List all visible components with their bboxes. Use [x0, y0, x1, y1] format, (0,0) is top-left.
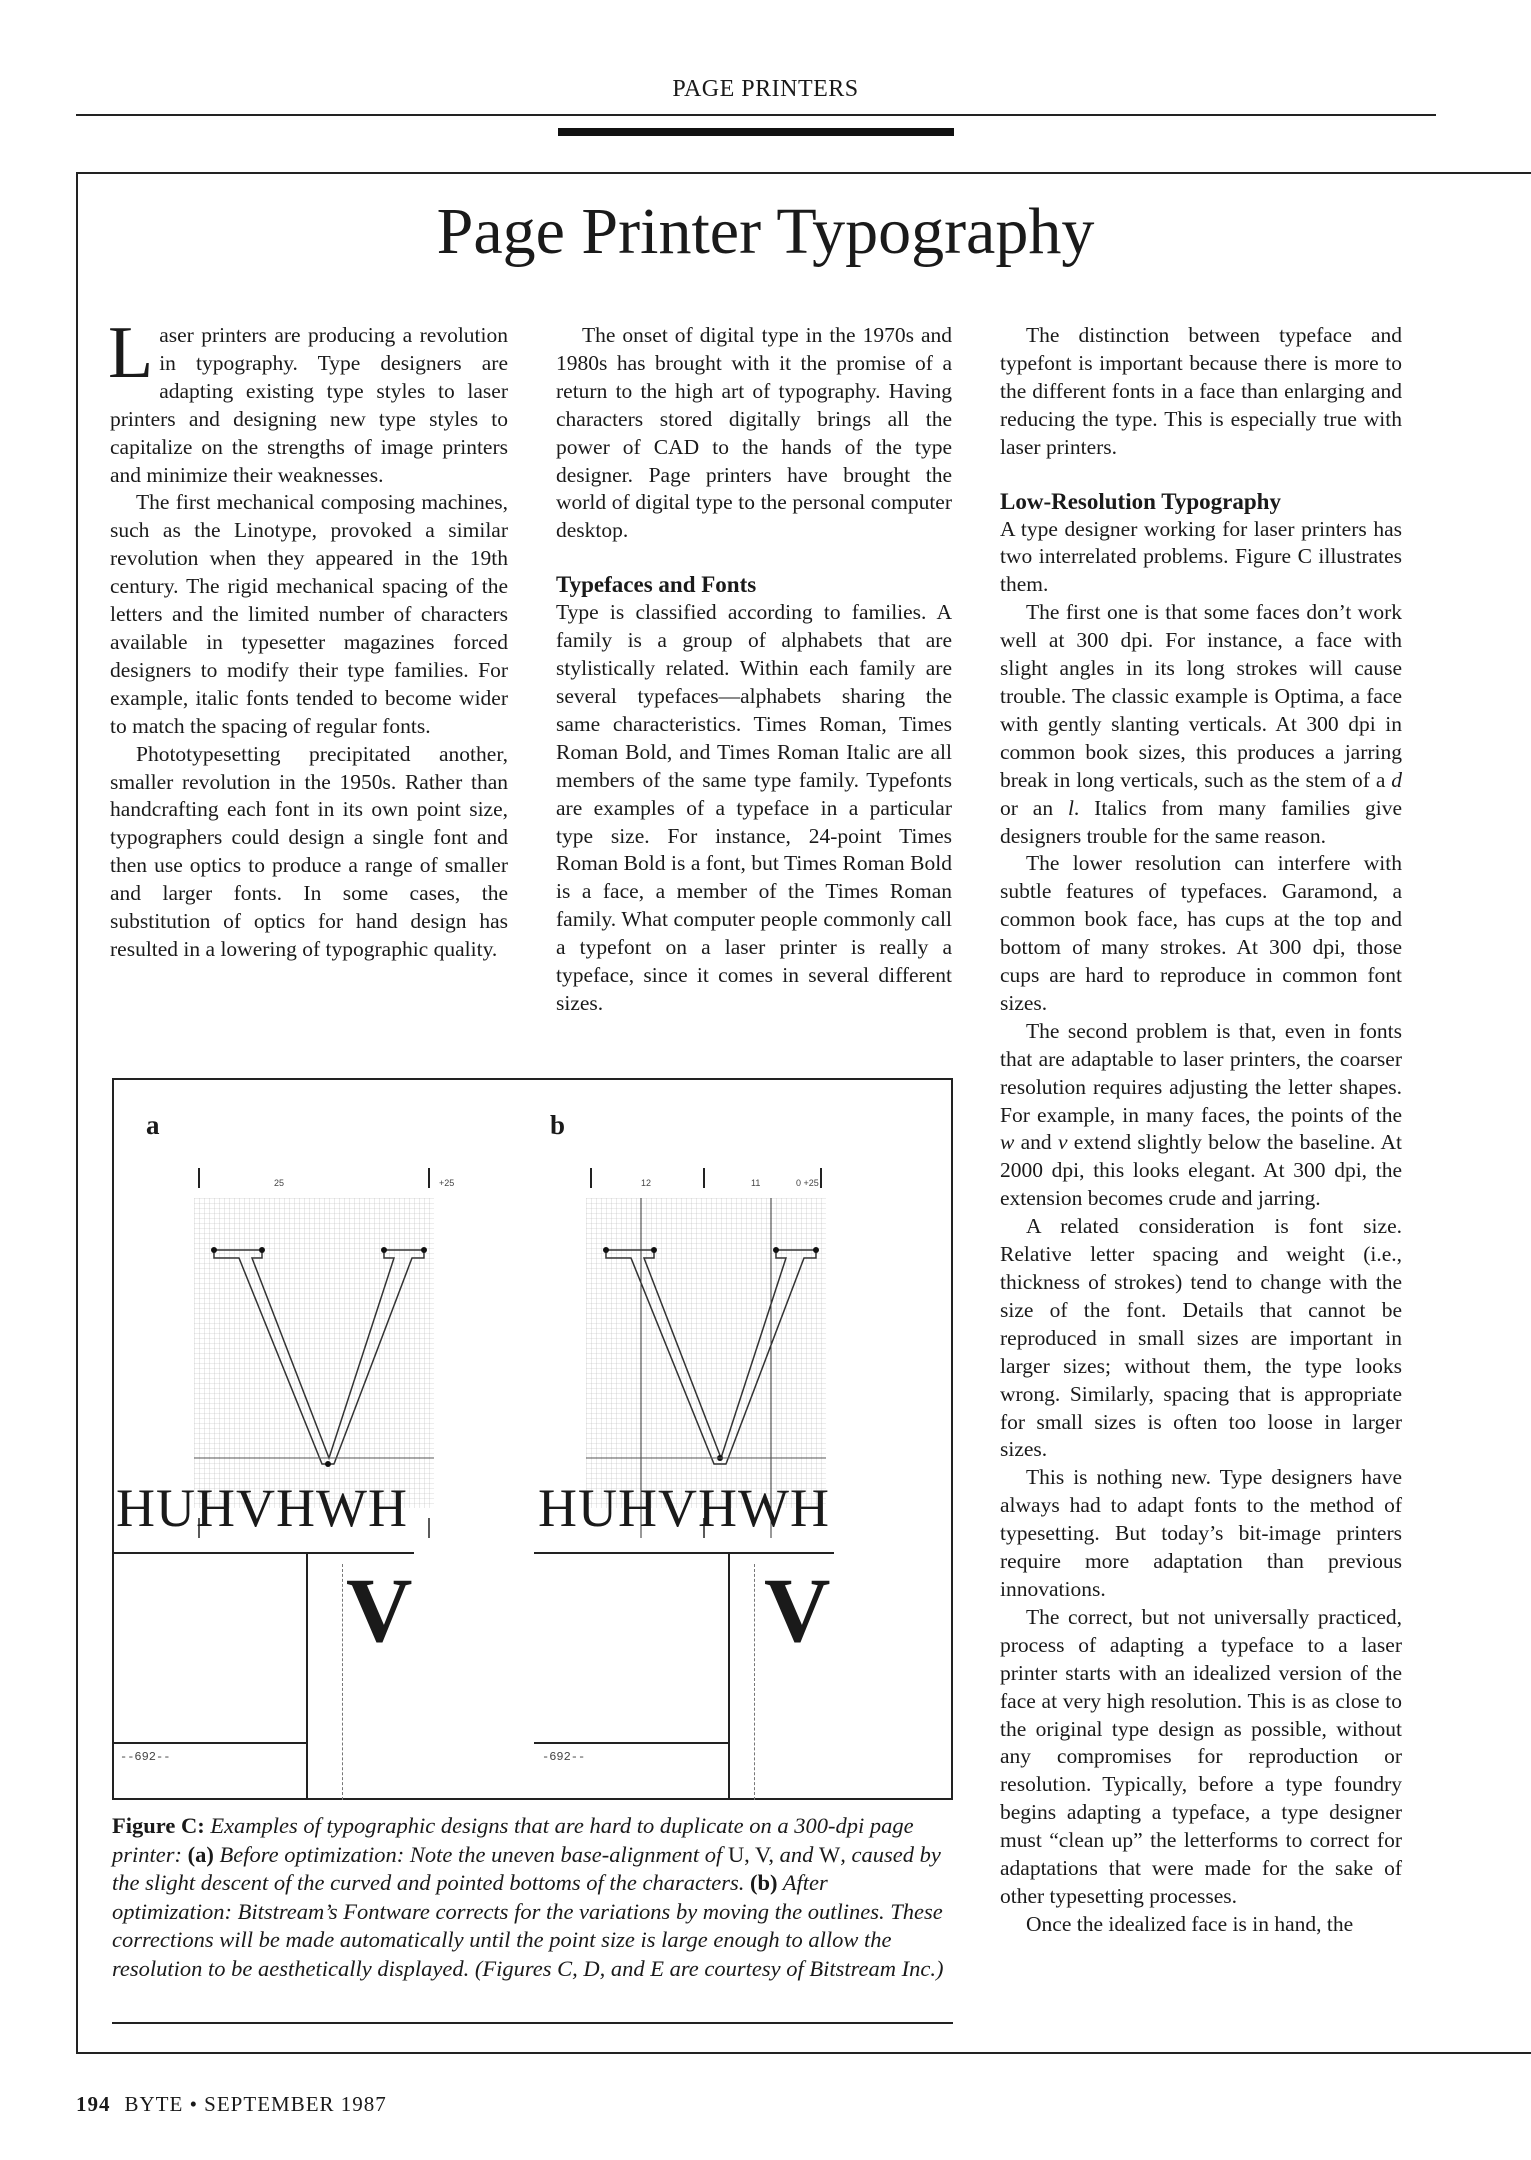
panel-b-code: -692--: [542, 1750, 586, 1764]
panel-b-label: b: [550, 1110, 566, 1140]
col2-paragraph-1: The onset of digital type in the 1970s and 1980s has brought with it the promise of a return to the high art of typography. Having characters stored digitally brings all the power of CAD to the hands of the type designer. Page printers have brought the world of digital type to the personal computer desktop.: [556, 323, 952, 543]
caption-rule: [112, 2022, 953, 2024]
article-title: Page Printer Typography: [436, 195, 1095, 268]
col1-paragraph-1: Laser printers are producing a revolution in typography. Type designers are adapting existing type styles to laser printers and designing new type styles to capitalize on the strengths of image printers and minimize their weaknesses.: [108, 312, 508, 487]
col3-paragraph-5: The second problem is that, even in fonts that are adaptable to laser printers, the coarser resolution requires adjusting the letter shapes. For example, in many faces, the points of the w and v extend slightly below the baseline. At 2000 dpi, this looks elegant. At 300 dpi, the extension becomes crude and jarring.: [1000, 1018, 1402, 1211]
running-head: PAGE PRINTERS: [672, 76, 859, 102]
col2-paragraph-2: Type is classified according to families. A family is a group of alphabets that are stylistically related. Within each family are several typefaces—alphabets sharing the same characteristics. Times Roman, Times Roman Bold, and Times Roman Italic are all members of the same type family. Typefonts are examples of a typeface in a particular type size. For instance, 24-point Times Roman Bold is a font, but Times Roman Bold is a face, a member of the Times Roman family. What computer people commonly call a typefont on a laser printer is really a typeface, since it comes in several different sizes.: [556, 600, 952, 1015]
panel-b-bitmap-guide: [754, 1564, 756, 1800]
sidebar-box-left: [76, 172, 78, 2054]
tick-a-2: +25: [439, 1178, 455, 1188]
publication-line: BYTE • SEPTEMBER 1987: [124, 2092, 387, 2116]
page-folio: [76, 2092, 387, 2117]
col1-paragraph-3: Phototypesetting precipitated another, smaller revolution in the 1950s. Rather than handcrafting each font in its own point size, typographers could design a single font and then use optics to produce a range of smaller and larger fonts. In some cases, the substitution of optics for hand design has resulted in a lowering of typographic quality.: [110, 741, 508, 961]
sidebar-box-top: [76, 172, 1531, 174]
panel-b-bitmap-divider: [728, 1554, 730, 1800]
figure-c: [112, 1078, 953, 1800]
panel-b-bitmap-baseline: [534, 1742, 728, 1744]
col3-paragraph-2: A type designer working for laser printers has two interrelated problems. Figure C illustrates them.: [1000, 516, 1402, 597]
section-heading-low-resolution: Low-Resolution Typography: [1000, 488, 1281, 514]
sample-string-b: HUHVHWH: [538, 1478, 830, 1538]
sample-string-a: HUHVHWH: [116, 1478, 408, 1538]
figure-caption: Figure C: Examples of typographic designs that are hard to duplicate on a 300-dpi page printer: (a) Before optimization: Note the uneven base-alignment of U, V, and W, caused by the slight descent of the curved and pointed bottoms of the characters. (b) After optimization: Bitstream’s Fontware corrects for the variations by moving the outlines. These corrections will be made automatically until the point size is large enough to allow the resolution to be aesthetically displayed. (Figures C, D, and E are courtesy of Bitstream Inc.): [112, 1813, 944, 1981]
panel-a-label: a: [146, 1110, 160, 1140]
column-3: [1000, 322, 1402, 1939]
header-rule: [76, 114, 1436, 116]
panel-a-bitmap-v: V: [346, 1559, 413, 1661]
col3-paragraph-7: This is nothing new. Type designers have always had to adapt fonts to the method of typesetting. But today’s bit-image printers require more adaptation than previous innovations.: [1000, 1465, 1402, 1601]
col3-paragraph-6: A related consideration is font size. Relative letter spacing and weight (i.e., thickness of strokes) tend to change with the size of the font. Details that cannot be reproduced in small sizes are important in larger sizes; without them, the type looks wrong. Similarly, spacing that is appropriate for small sizes is often too loose in larger sizes.: [1000, 1214, 1402, 1462]
page-number: 194: [76, 2092, 111, 2116]
panel-a-bitmap-guide: [342, 1564, 344, 1800]
panel-a-bitmap-frame: [114, 1552, 414, 1554]
col3-paragraph-4: The lower resolution can interfere with subtle features of typefaces. Garamond, a common book face, has cups at the top and bottom of many strokes. At 300 dpi, those cups are hard to reproduce in common font sizes.: [1000, 851, 1402, 1015]
col3-paragraph-9: Once the idealized face is in hand, the: [1026, 1911, 1354, 1936]
panel-a-bitmap-divider: [306, 1554, 308, 1800]
column-2: [556, 322, 952, 1018]
col1-paragraph-2: The first mechanical composing machines, such as the Linotype, provoked a similar revolution when they appeared in the 19th century. The rigid mechanical spacing of the letters and the limited number of characters available in typesetter magazines forced designers to modify their type families. For example, italic fonts tended to become wider to match the spacing of regular fonts.: [110, 490, 508, 738]
col3-paragraph-3: The first one is that some faces don’t work well at 300 dpi. For instance, a face with slight angles in its long strokes will cause trouble. The classic example is Optima, a face with gently slanting verticals. At 300 dpi in common book sizes, this produces a jarring break in long verticals, such as the stem of a d or an l. Italics from many families give designers trouble for the same reason.: [1000, 600, 1402, 848]
tick-b-1: 12: [641, 1178, 652, 1188]
panel-b-bitmap-v: V: [764, 1559, 831, 1661]
column-1: [108, 312, 508, 964]
sidebar-box-bottom: [76, 2052, 1531, 2054]
panel-b-bitmap-frame: [534, 1552, 834, 1554]
panel-a-code: --692--: [120, 1750, 171, 1764]
col3-paragraph-8: The correct, but not universally practiced, process of adapting a typeface to a laser printer starts with an idealized version of the face at very high resolution. This is as close to the original type design as possible, without any compromises for reproduction or resolution. Typically, before a type foundry begins adapting a typeface, a type designer must “clean up” the letterforms to correct for adaptations that were made for the sake of other typesetting processes.: [1000, 1604, 1402, 1908]
tick-b-3: 0 +25: [796, 1178, 819, 1188]
tick-a-1: 25: [274, 1178, 285, 1188]
col3-paragraph-1: The distinction between typeface and typefont is important because there is more to the different fonts in a face than enlarging and reducing the type. This is especially true with laser printers.: [1000, 323, 1402, 459]
drop-cap: L: [108, 312, 154, 394]
tick-b-2: 11: [751, 1178, 761, 1188]
panel-a-bitmap-baseline: [114, 1742, 306, 1744]
header-bar: [558, 128, 954, 136]
section-heading-typefaces: Typefaces and Fonts: [556, 572, 757, 598]
